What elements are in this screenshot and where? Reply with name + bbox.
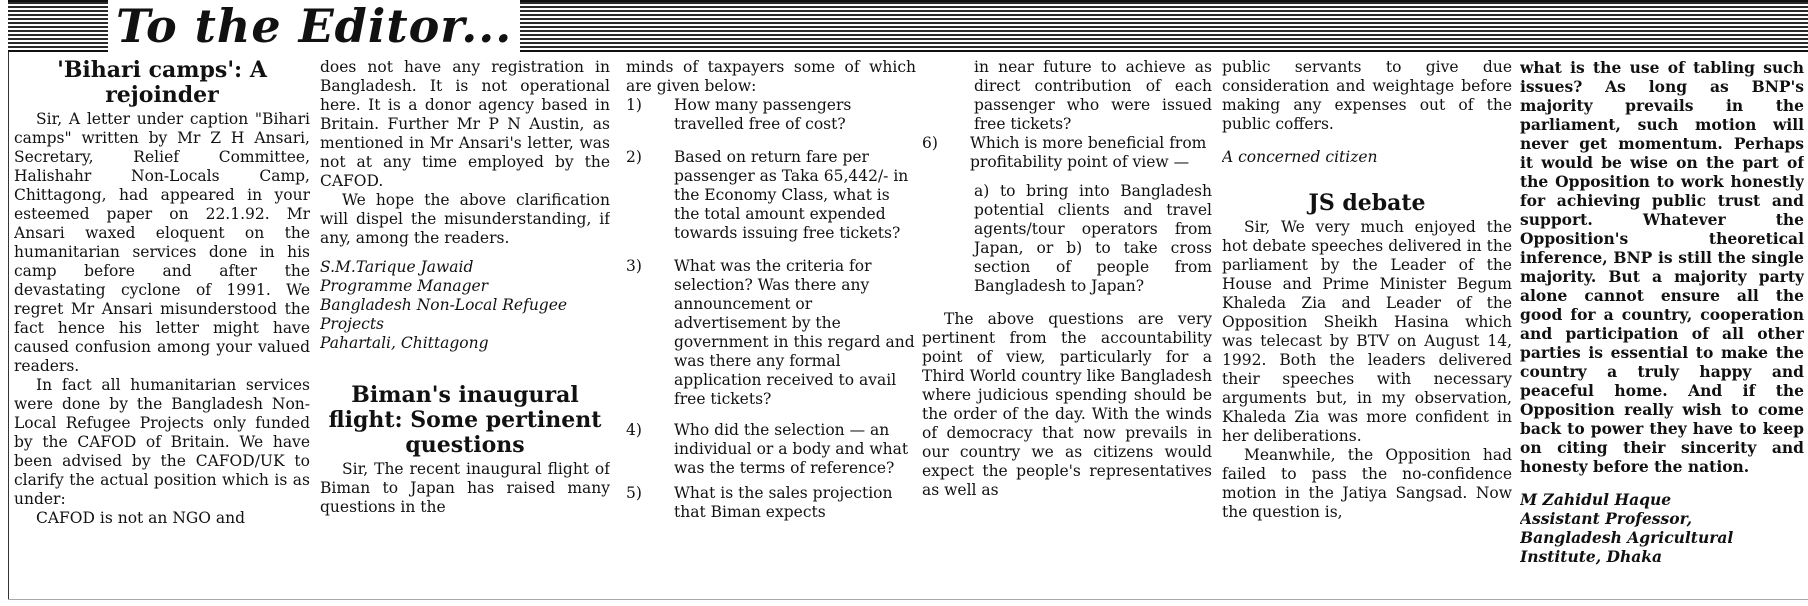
question-text: Which is more beneficial from profitability point of view — (970, 134, 1207, 171)
question-item (922, 134, 1212, 172)
headline-js-debate: JS debate (1308, 190, 1426, 216)
question-number: 4) (626, 421, 642, 439)
signature-title: Programme Manager (320, 277, 489, 295)
headline-bihari-camps: 'Bihari camps': A rejoinder (57, 58, 267, 108)
question-number: 1) (626, 96, 642, 114)
letter-paragraph: In fact all humanitarian services were done by the Bangladesh Non-Local Refugee Projects only funded by the CAFOD of Britain. We have been advised by the CAFOD/UK to clarify the actual position which is as under: (14, 376, 310, 508)
question-number: 5) (626, 484, 642, 502)
question-text: Who did the selection — an individual or a body and what was the terms of reference? (674, 421, 909, 477)
question-text: What was the criteria for selection? Was there any announcement or advertisement by the government in this regard and was there any formal application received to avail free tickets? (674, 257, 915, 408)
letter-paragraph: Sir, We very much enjoyed the hot debate speeches delivered in the parliament by the Leader of the House and Prime Minister Begum Khaleda Zia and Leader of the Opposition Sheikh Hasina which was telecast by BTV on August 14, 1992. Both the leaders delivered their speeches with necessary arguments but, in my observation, Khaleda Zia was more confident in her deliberations. (1222, 218, 1512, 445)
question-subitem: a) to bring into Bangladesh potential clients and travel agents/tour operators from Japan, or b) to take cross section of people from Bangladesh to Japan? (974, 182, 1212, 295)
signature-name: S.M.Tarique Jawaid (320, 258, 474, 276)
letter-paragraph: what is the use of tabling such issues? As long as BNP's majority prevails in the parliament, such motion will never get momentum. Perhaps it would be wise on the part of the Opposition to work honestly for achieving public trust and support. Whatever the Opposition's theoretical inference, BNP is still the single majority. But a majority party alone cannot ensure all the good for a country, cooperation and participation of all other parties is essential to make the country a truly happy and peaceful home. And if the Opposition really wish to come back to power they have to keep on citing their sincerity and honesty before the nation. (1520, 58, 1804, 476)
question-text: Based on return fare per passenger as Taka 65,442/- in the Economy Class, what is the total amount expended towards issuing free tickets? (674, 148, 909, 242)
signature-org: Bangladesh Non-Local Refugee Projects (320, 296, 568, 333)
question-item (626, 148, 916, 243)
column-6 (1520, 58, 1804, 598)
bottom-rule (8, 599, 1808, 600)
question-text: What is the sales projection that Biman expects (674, 484, 893, 521)
letter-paragraph: does not have any registration in Bangladesh. It is not operational here. It is a donor agency based in Britain. Further Mr P N Austin, as mentioned in Mr Ansari's letter, was not at any time employed by the CAFOD. (320, 58, 610, 190)
letter-paragraph: minds of taxpayers some of which are given below: (626, 58, 916, 95)
column-3 (626, 58, 916, 598)
letter-paragraph: Sir, A letter under caption "Bihari camps" written by Mr Z H Ansari, Secretary, Relief Committee, Halishahr Non-Locals Camp, Chittagong, had appeared in your esteemed paper on 22.1.92. Mr Ansari waxed eloquent on the humanitarian services done in his camp before and after the devastating cyclone of 1991. We regret Mr Ansari misunderstood the fact hence his letter might have caused confusion among your valued readers. (14, 110, 310, 375)
letter-paragraph: Sir, The recent inaugural flight of Biman to Japan has raised many questions in the (320, 460, 610, 516)
signature-place: Pahartali, Chittagong (320, 334, 489, 352)
question-item (626, 257, 916, 409)
column-1 (14, 58, 310, 598)
signature-org: Bangladesh Agricultural Institute, Dhaka (1520, 528, 1734, 566)
letter-paragraph: public servants to give due consideration and weightage before making any expenses out of the public coffers. (1222, 58, 1512, 133)
signature-title: Assistant Professor, (1520, 509, 1693, 528)
letter-paragraph: The above questions are very pertinent from the accountability point of view, particularly for a Third World country like Bangladesh where judicious spending should be the order of the day. With the winds of democracy that now prevails in our country we as citizens would expect the people's representatives as well as (922, 310, 1212, 499)
signature-name: A concerned citizen (1222, 148, 1378, 166)
question-text: in near future to achieve as direct contribution of each passenger who were issued free tickets? (974, 58, 1212, 133)
question-number: 6) (922, 134, 938, 152)
question-number: 3) (626, 257, 642, 275)
question-item (626, 421, 916, 478)
left-rule (8, 52, 9, 600)
column-4 (922, 58, 1212, 598)
section-title: To the Editor... (108, 0, 520, 54)
masthead (8, 0, 1808, 52)
question-text: How many passengers travelled free of cost? (674, 96, 852, 133)
question-item (626, 484, 916, 522)
question-item (626, 96, 916, 134)
letter-paragraph: We hope the above clarification will dispel the misunderstanding, if any, among the readers. (320, 191, 610, 247)
question-number: 2) (626, 148, 642, 166)
column-5 (1222, 58, 1512, 598)
headline-biman-flight: Biman's inaugural flight: Some pertinent questions (328, 382, 602, 458)
letter-paragraph: CAFOD is not an NGO and (36, 509, 246, 527)
letter-paragraph: Meanwhile, the Opposition had failed to pass the no-confidence motion in the Jatiya Sangsad. Now the question is, (1222, 446, 1512, 521)
column-2 (320, 58, 610, 598)
signature-name: M Zahidul Haque (1520, 490, 1672, 509)
